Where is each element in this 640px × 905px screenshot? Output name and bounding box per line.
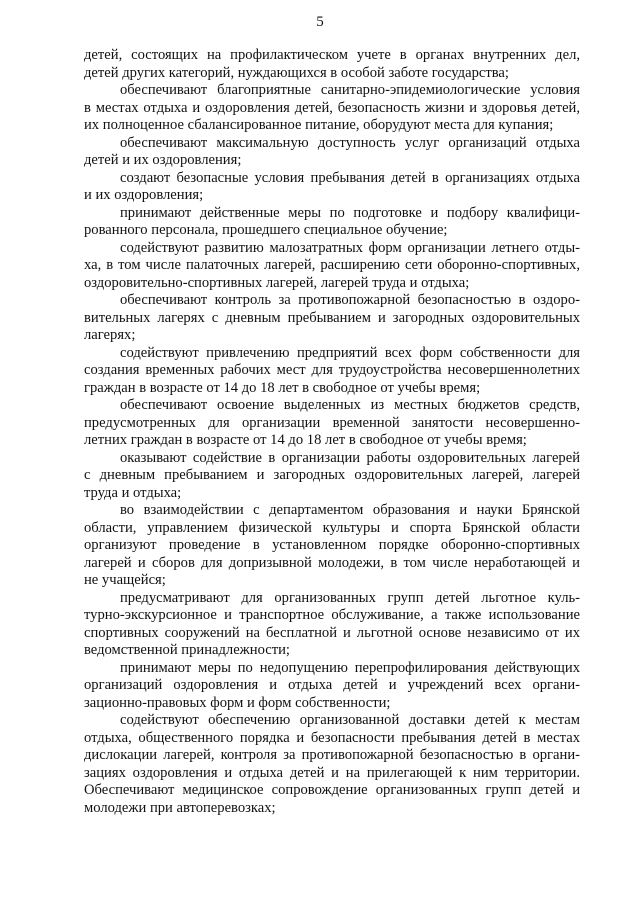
text-line: содействуют привлечению предприятий всех форм собственности для bbox=[120, 344, 580, 361]
page-number: 5 bbox=[316, 14, 324, 30]
text-line: зациях оздоровления и отдыха детей и на прилегающей к ним территории. bbox=[84, 764, 580, 781]
text-line: дислокации лагерей, контроля за противопожарной безопасностью в органи- bbox=[84, 747, 580, 763]
text-line: организаций оздоровления и отдыха детей и учреждений всех органи- bbox=[84, 677, 580, 693]
text-line: летних граждан в возрасте от 14 до 18 лет в свободное от учебы время; bbox=[84, 432, 527, 448]
text-line: детей других категорий, нуждающихся в особой заботе государства; bbox=[84, 64, 509, 81]
text-line: ведомственной принадлежности; bbox=[84, 642, 290, 658]
text-line: отдыха, общественного порядка и безопасности пребывания детей в местах bbox=[84, 729, 580, 746]
text-line: создания временных рабочих мест для трудоустройства несовершеннолетних bbox=[84, 362, 580, 378]
text-line: лагерях; bbox=[84, 327, 136, 343]
text-line: содействуют развитию малозатратных форм организации летнего отды- bbox=[120, 239, 580, 256]
text-line: Обеспечивают медицинское сопровождение организованных групп детей и bbox=[84, 782, 580, 798]
text-line: граждан в возрасте от 14 до 18 лет в свободное от учебы время; bbox=[84, 379, 481, 396]
text-line: организуют проведение в установленном порядке оборонно-спортивных bbox=[84, 537, 580, 553]
text-line: принимают меры по недопущению перепрофилирования действующих bbox=[120, 659, 580, 676]
text-line: спортивных сооружений на бесплатной и льготной основе независимо от их bbox=[84, 624, 580, 641]
text-line: обеспечивают благоприятные санитарно-эпидемиологические условия bbox=[120, 82, 580, 98]
text-line: обеспечивают контроль за противопожарной безопасностью в оздоро- bbox=[120, 292, 580, 308]
text-line: во взаимодействии с департаментом образования и науки Брянской bbox=[120, 502, 580, 518]
text-line: обеспечивают максимальную доступность услуг организаций отдыха bbox=[120, 134, 580, 151]
text-line: принимают действенные меры по подготовке и подбору квалифици- bbox=[120, 204, 580, 221]
text-line: детей и их оздоровления; bbox=[84, 152, 242, 168]
text-line: предусматривают для организованных групп детей льготное куль- bbox=[120, 589, 580, 606]
text-line: области, управлением физической культуры и спорта Брянской области bbox=[84, 519, 580, 536]
text-line: в местах отдыха и оздоровления детей, безопасность жизни и здоровья детей, bbox=[84, 99, 580, 116]
text-line: детей, состоящих на профилактическом учете в органах внутренних дел, bbox=[84, 47, 580, 63]
text-line: зационно-правовых форм и форм собственности; bbox=[84, 694, 391, 711]
text-line: труда и отдыха; bbox=[84, 484, 182, 501]
text-line: турно-экскурсионное и транспортное обслуживание, а также использование bbox=[84, 607, 580, 623]
text-line: ха, в том числе палаточных лагерей, расширению сети оборонно-спортивных, bbox=[84, 257, 580, 273]
text-line: вительных лагерях с дневным пребыванием и загородных оздоровительных bbox=[84, 309, 580, 326]
text-line: и их оздоровления; bbox=[84, 187, 204, 203]
text-line: не учащейся; bbox=[84, 572, 166, 588]
text-line: содействуют обеспечению организованной доставки детей к местам bbox=[120, 712, 580, 728]
text-line: оздоровительно-спортивных лагерей, лагерей труда и отдыха; bbox=[84, 274, 470, 291]
text-line: рованного персонала, прошедшего специальное обучение; bbox=[84, 222, 448, 238]
text-line: создают безопасные условия пребывания детей в организациях отдыха bbox=[120, 169, 580, 186]
text-line: с дневным пребыванием и загородных оздоровительных лагерей, лагерей bbox=[84, 467, 580, 483]
text-line: оказывают содействие в организации работы оздоровительных лагерей bbox=[120, 449, 580, 466]
text-line: молодежи при автоперевозках; bbox=[84, 799, 276, 816]
body-text bbox=[84, 47, 580, 817]
text-line: лагерей и сборов для допризывной молодежи, в том числе неработающей и bbox=[84, 554, 580, 571]
text-line: предусмотренных для организации временной занятости несовершенно- bbox=[84, 414, 580, 431]
text-line: обеспечивают освоение выделенных из местных бюджетов средств, bbox=[120, 397, 580, 413]
text-line: их полноценное сбалансированное питание, оборудуют места для купания; bbox=[84, 117, 554, 133]
